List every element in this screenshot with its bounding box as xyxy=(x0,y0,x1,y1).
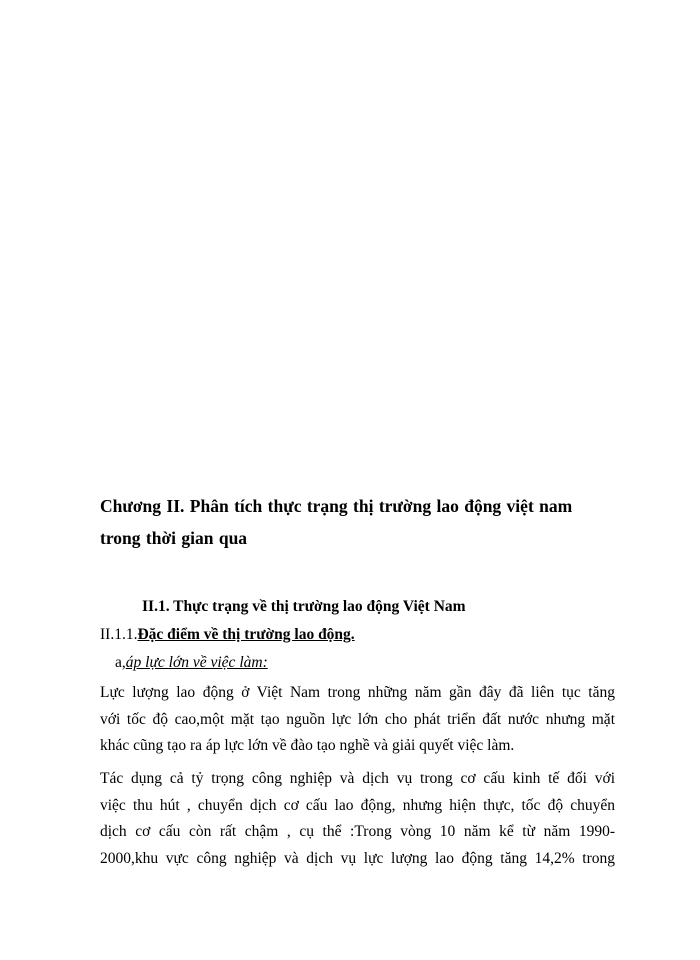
paragraph-1 xyxy=(100,680,615,760)
subsection-title: Đặc điểm về thị trường lao động. xyxy=(137,626,355,643)
item-heading xyxy=(115,652,268,674)
subsection-number: II.1.1. xyxy=(100,626,138,643)
section-title: II.1. Thực trạng về thị trường lao động Việt Nam xyxy=(142,598,466,615)
paragraph-2-line-3: dịch cơ cấu còn rất chậm , cụ thể :Trong vòng 10 năm kể từ năm 1990- xyxy=(100,823,615,840)
item-prefix: a, xyxy=(115,654,126,671)
chapter-title-line-1: Chương II. Phân tích thực trạng thị trường lao động việt nam xyxy=(100,496,573,516)
paragraph-2-line-1: Tác dụng cả tỷ trọng công nghiệp và dịch vụ trong cơ cấu kinh tế đối với xyxy=(100,770,615,787)
paragraph-2-line-2: việc thu hút , chuyển dịch cơ cấu lao động, nhưng hiện thực, tốc độ chuyển xyxy=(100,796,615,814)
chapter-title-line-2: trong thời gian qua xyxy=(100,528,248,548)
paragraph-2 xyxy=(100,766,615,872)
paragraph-1-line-3: khác cũng tạo ra áp lực lớn về đào tạo nghề và giải quyết việc làm. xyxy=(100,737,515,754)
paragraph-1-line-2: với tốc độ cao,một mặt tạo nguồn lực lớn cho phát triển đất nước nhưng mặt xyxy=(100,710,615,728)
subsection-heading xyxy=(100,624,355,646)
chapter-title xyxy=(100,490,620,554)
paragraph-1-line-1: Lực lượng lao động ở Việt Nam trong những năm gần đây đã liên tục tăng xyxy=(100,684,615,701)
item-title: áp lực lớn về việc làm: xyxy=(125,654,268,671)
paragraph-2-line-4: 2000,khu vực công nghiệp và dịch vụ lực lượng lao động tăng 14,2% trong xyxy=(100,849,615,867)
